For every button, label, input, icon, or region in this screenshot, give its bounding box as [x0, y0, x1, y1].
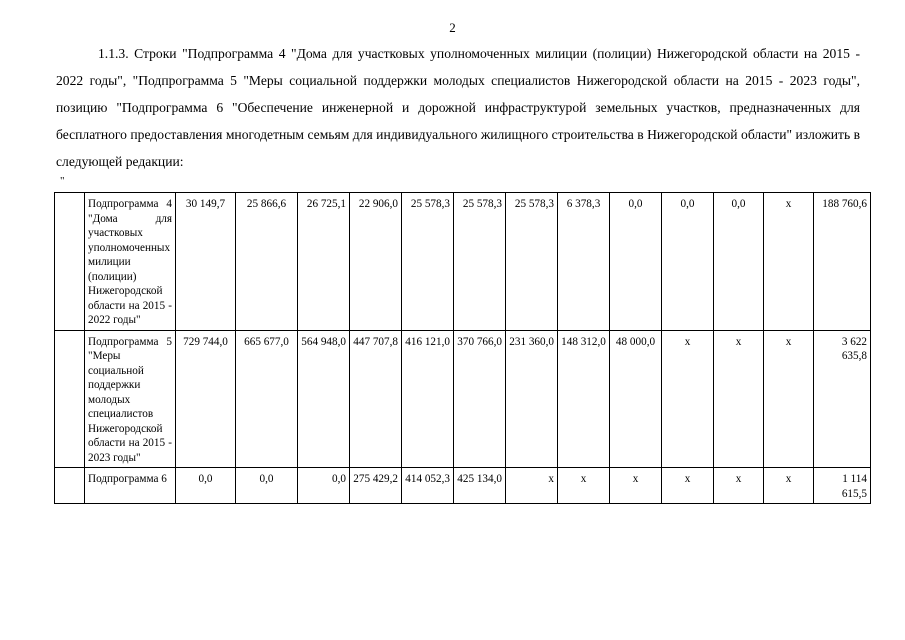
- value-cell: 425 134,0: [454, 468, 506, 504]
- value-cell: 22 906,0: [350, 193, 402, 331]
- value-cell: х: [764, 193, 814, 331]
- subprogram-funding-table: [54, 192, 871, 504]
- value-cell: х: [714, 330, 764, 468]
- value-cell: 25 866,6: [236, 193, 298, 331]
- value-cell: 0,0: [236, 468, 298, 504]
- value-cell: 188 760,6: [814, 193, 871, 331]
- value-cell: 3 622 635,8: [814, 330, 871, 468]
- value-cell: 25 578,3: [506, 193, 558, 331]
- value-cell: 48 000,0: [610, 330, 662, 468]
- value-cell: х: [558, 468, 610, 504]
- value-cell: 26 725,1: [298, 193, 350, 331]
- value-cell: 231 360,0: [506, 330, 558, 468]
- subprogram-name-cell: Подпрограмма 5 "Меры социальной поддержки молодых специалистов Нижегородской области на 2015 - 2023 годы": [85, 330, 176, 468]
- value-cell: 0,0: [714, 193, 764, 331]
- value-cell: 6 378,3: [558, 193, 610, 331]
- value-cell: х: [506, 468, 558, 504]
- table-body: [55, 193, 871, 504]
- value-cell: 1 114 615,5: [814, 468, 871, 504]
- value-cell: х: [714, 468, 764, 504]
- amendment-paragraph: 1.1.3. Строки "Подпрограмма 4 "Дома для участковых уполномоченных милиции (полиции) Нижегородской области на 2015 - 2022 годы", "Подпрограмма 5 "Меры социальной поддержки молодых специалистов Нижегородской области на 2015 - 2023 годы", позицию "Подпрограмма 6 "Обеспечение инженерной и дорожной инфраструктурой земельных участков, предназначенных для бесплатного предоставления многодетным семьям для индивидуального жилищного строительства в Нижегородской области" изложить в следующей редакции:: [56, 46, 860, 169]
- value-cell: 25 578,3: [454, 193, 506, 331]
- value-cell: х: [662, 330, 714, 468]
- table-row: [55, 193, 871, 331]
- table-row: [55, 330, 871, 468]
- value-cell: 414 052,3: [402, 468, 454, 504]
- opening-quote-mark: ": [60, 175, 65, 187]
- value-cell: х: [610, 468, 662, 504]
- value-cell: 30 149,7: [176, 193, 236, 331]
- value-cell: 665 677,0: [236, 330, 298, 468]
- value-cell: х: [764, 468, 814, 504]
- value-cell: 0,0: [610, 193, 662, 331]
- value-cell: 0,0: [662, 193, 714, 331]
- value-cell: х: [764, 330, 814, 468]
- value-cell: 729 744,0: [176, 330, 236, 468]
- value-cell: 370 766,0: [454, 330, 506, 468]
- value-cell: 564 948,0: [298, 330, 350, 468]
- value-cell: 275 429,2: [350, 468, 402, 504]
- value-cell: 148 312,0: [558, 330, 610, 468]
- value-cell: х: [662, 468, 714, 504]
- value-cell: 0,0: [176, 468, 236, 504]
- value-cell: 25 578,3: [402, 193, 454, 331]
- table-row: [55, 468, 871, 504]
- subprogram-name-cell: Подпрограмма 6: [85, 468, 176, 504]
- blank-cell: [55, 468, 85, 504]
- subprogram-name-cell: Подпрограмма 4 "Дома для участковых уполномоченных милиции (полиции) Нижегородской области на 2015 - 2022 годы": [85, 193, 176, 331]
- value-cell: 0,0: [298, 468, 350, 504]
- value-cell: 447 707,8: [350, 330, 402, 468]
- blank-cell: [55, 193, 85, 331]
- blank-cell: [55, 330, 85, 468]
- page-number: 2: [449, 20, 456, 35]
- value-cell: 416 121,0: [402, 330, 454, 468]
